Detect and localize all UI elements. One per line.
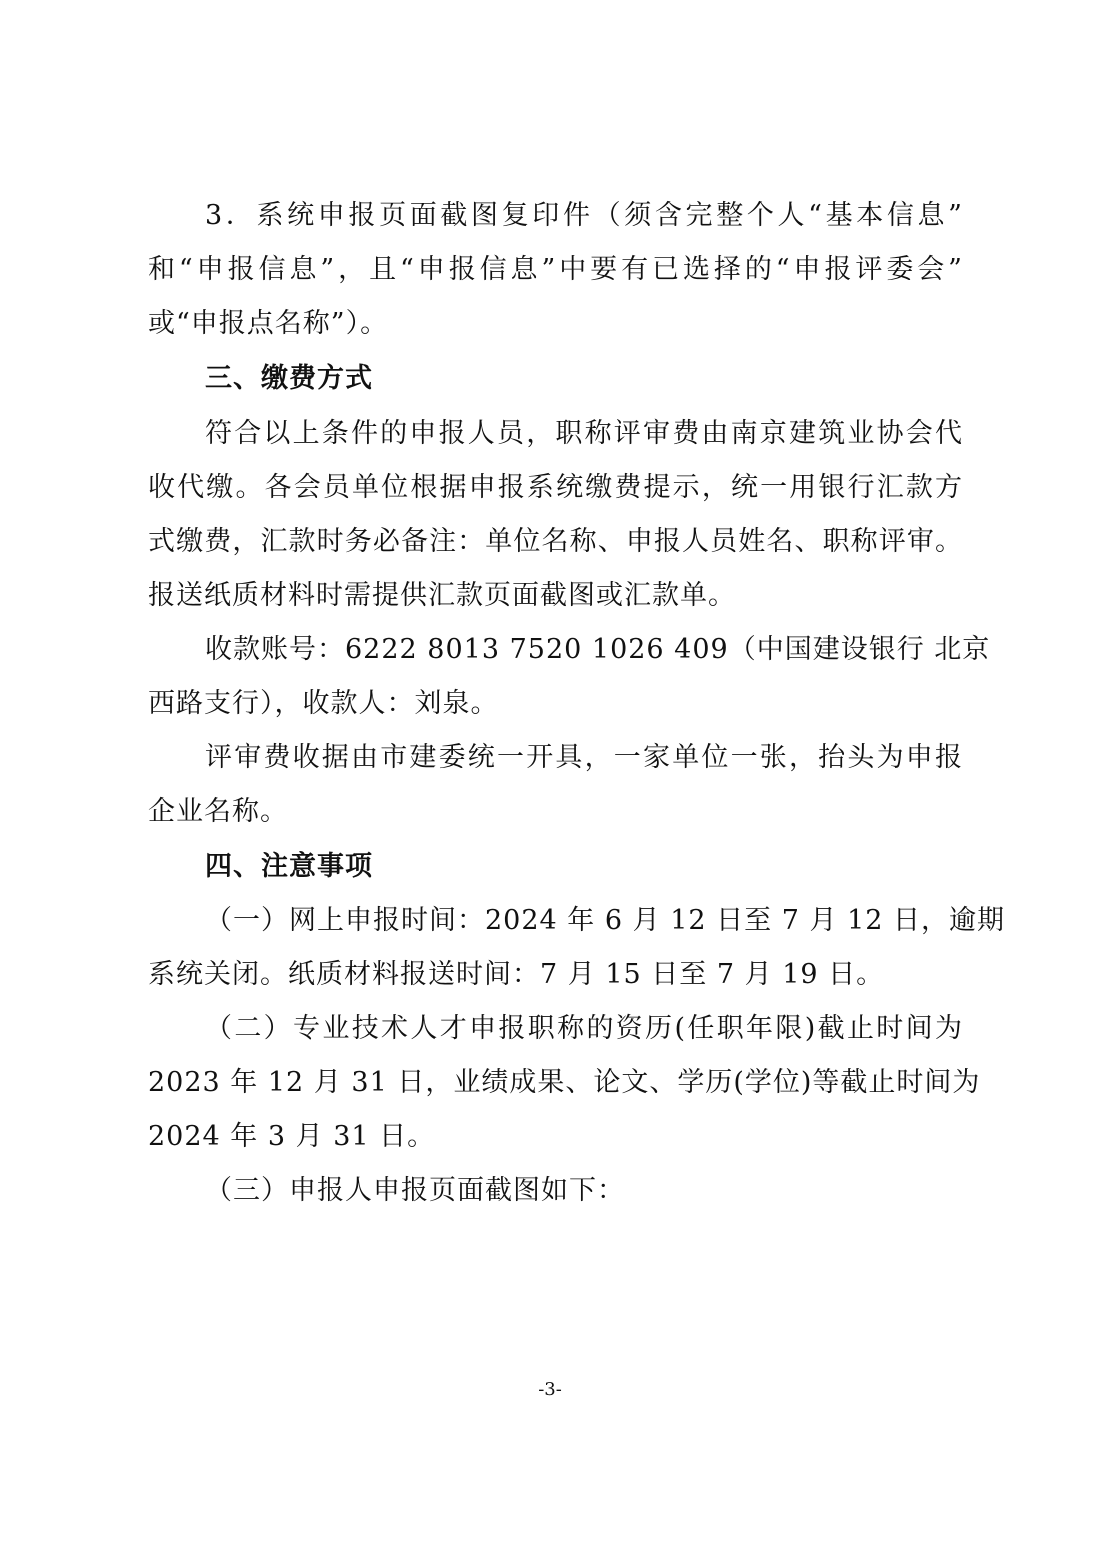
text-line: 式缴费，汇款时务必备注：单位名称、申报人员姓名、职称评审。 (148, 526, 963, 557)
text-line: 企业名称。 (148, 796, 288, 827)
page-number: -3- (538, 1379, 562, 1400)
text-line: 或“申报点名称”）。 (148, 308, 389, 339)
text-line: 评审费收据由市建委统一开具，一家单位一张，抬头为申报 (205, 742, 963, 773)
text-line: （二）专业技术人才申报职称的资历(任职年限)截止时间为 (205, 1013, 963, 1044)
text-line: 和“申报信息”，且“申报信息”中要有已选择的“申报评委会” (148, 254, 963, 285)
text-line: 收代缴。各会员单位根据申报系统缴费提示，统一用银行汇款方 (148, 472, 963, 503)
text-line: 3．系统申报页面截图复印件（须含完整个人“基本信息” (205, 200, 963, 231)
text-line: 西路支行），收款人：刘泉。 (148, 688, 499, 719)
text-line: 符合以上条件的申报人员，职称评审费由南京建筑业协会代 (205, 418, 963, 449)
account-number-line: 收款账号：6222 8013 7520 1026 409（中国建设银行 北京 (205, 634, 991, 665)
text-line: 2024 年 3 月 31 日。 (148, 1121, 436, 1152)
section-heading-notes: 四、注意事项 (205, 851, 373, 882)
text-line: （三）申报人申报页面截图如下： (205, 1175, 625, 1206)
text-line: （一）网上申报时间：2024 年 6 月 12 日至 7 月 12 日，逾期 (205, 905, 1006, 936)
text-line: 报送纸质材料时需提供汇款页面截图或汇款单。 (148, 580, 736, 611)
text-line: 2023 年 12 月 31 日，业绩成果、论文、学历(学位)等截止时间为 (148, 1067, 981, 1098)
section-heading-payment: 三、缴费方式 (205, 363, 373, 394)
text-line: 系统关闭。纸质材料报送时间：7 月 15 日至 7 月 19 日。 (148, 959, 885, 990)
